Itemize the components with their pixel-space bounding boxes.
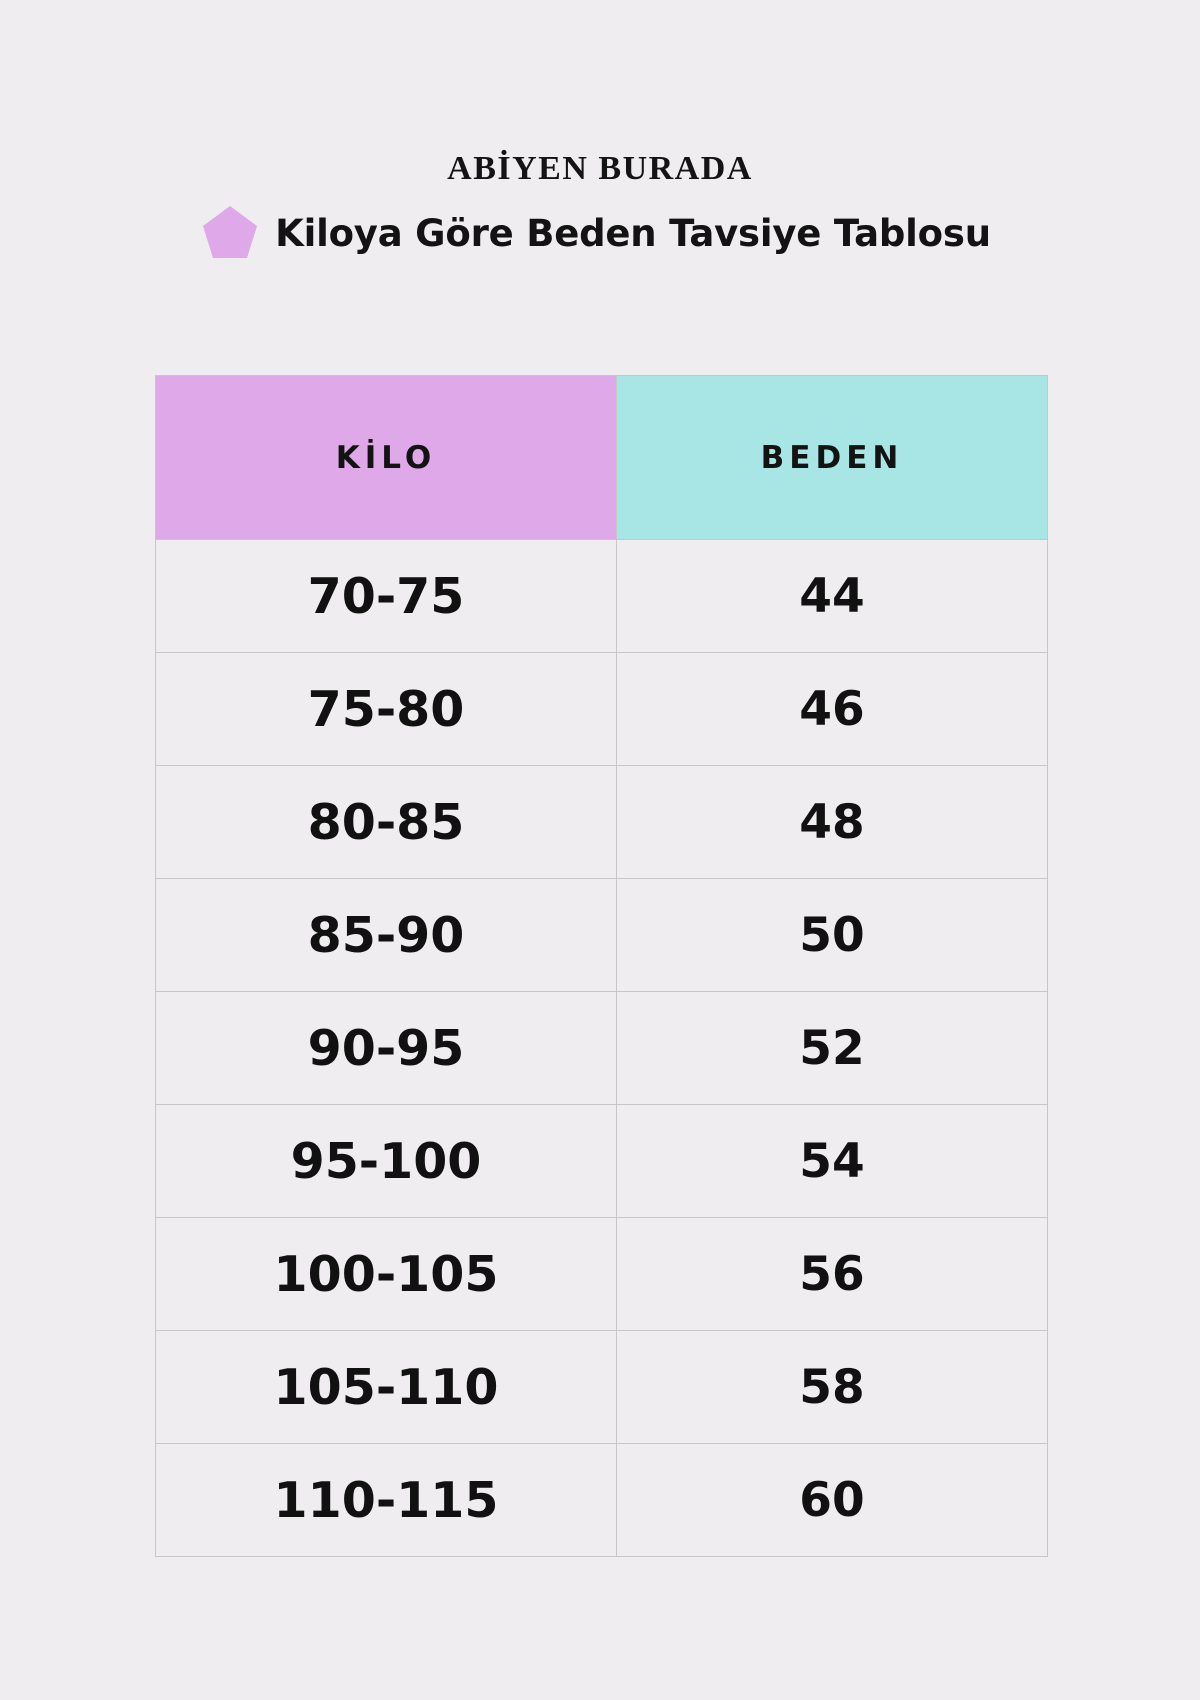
cell-kilo: 110-115 (156, 1444, 617, 1557)
cell-kilo: 105-110 (156, 1331, 617, 1444)
cell-beden: 52 (617, 992, 1048, 1105)
table-header-row (156, 376, 1048, 540)
pentagon-icon (199, 202, 261, 264)
cell-kilo: 100-105 (156, 1218, 617, 1331)
table-body (156, 540, 1048, 1557)
cell-kilo: 85-90 (156, 879, 617, 992)
table-row (156, 653, 1048, 766)
cell-beden: 48 (617, 766, 1048, 879)
table-row (156, 1218, 1048, 1331)
table-row (156, 540, 1048, 653)
cell-beden: 56 (617, 1218, 1048, 1331)
column-header-kilo: KİLO (156, 376, 617, 540)
page-subtitle: Kiloya Göre Beden Tavsiye Tablosu (275, 211, 991, 255)
cell-kilo: 80-85 (156, 766, 617, 879)
page-header (0, 0, 1200, 264)
size-table-wrapper (155, 375, 1045, 1557)
cell-kilo: 90-95 (156, 992, 617, 1105)
table-head (156, 376, 1048, 540)
cell-beden: 54 (617, 1105, 1048, 1218)
table-row (156, 766, 1048, 879)
column-header-beden: BEDEN (617, 376, 1048, 540)
table-row (156, 992, 1048, 1105)
brand-title: ABİYEN BURADA (447, 150, 753, 187)
cell-beden: 60 (617, 1444, 1048, 1557)
table-row (156, 1105, 1048, 1218)
table-row (156, 1331, 1048, 1444)
table-row (156, 1444, 1048, 1557)
cell-beden: 46 (617, 653, 1048, 766)
subtitle-row (0, 202, 1200, 264)
cell-kilo: 70-75 (156, 540, 617, 653)
cell-beden: 44 (617, 540, 1048, 653)
cell-kilo: 75-80 (156, 653, 617, 766)
table-row (156, 879, 1048, 992)
cell-beden: 50 (617, 879, 1048, 992)
size-table (155, 375, 1048, 1557)
cell-kilo: 95-100 (156, 1105, 617, 1218)
cell-beden: 58 (617, 1331, 1048, 1444)
